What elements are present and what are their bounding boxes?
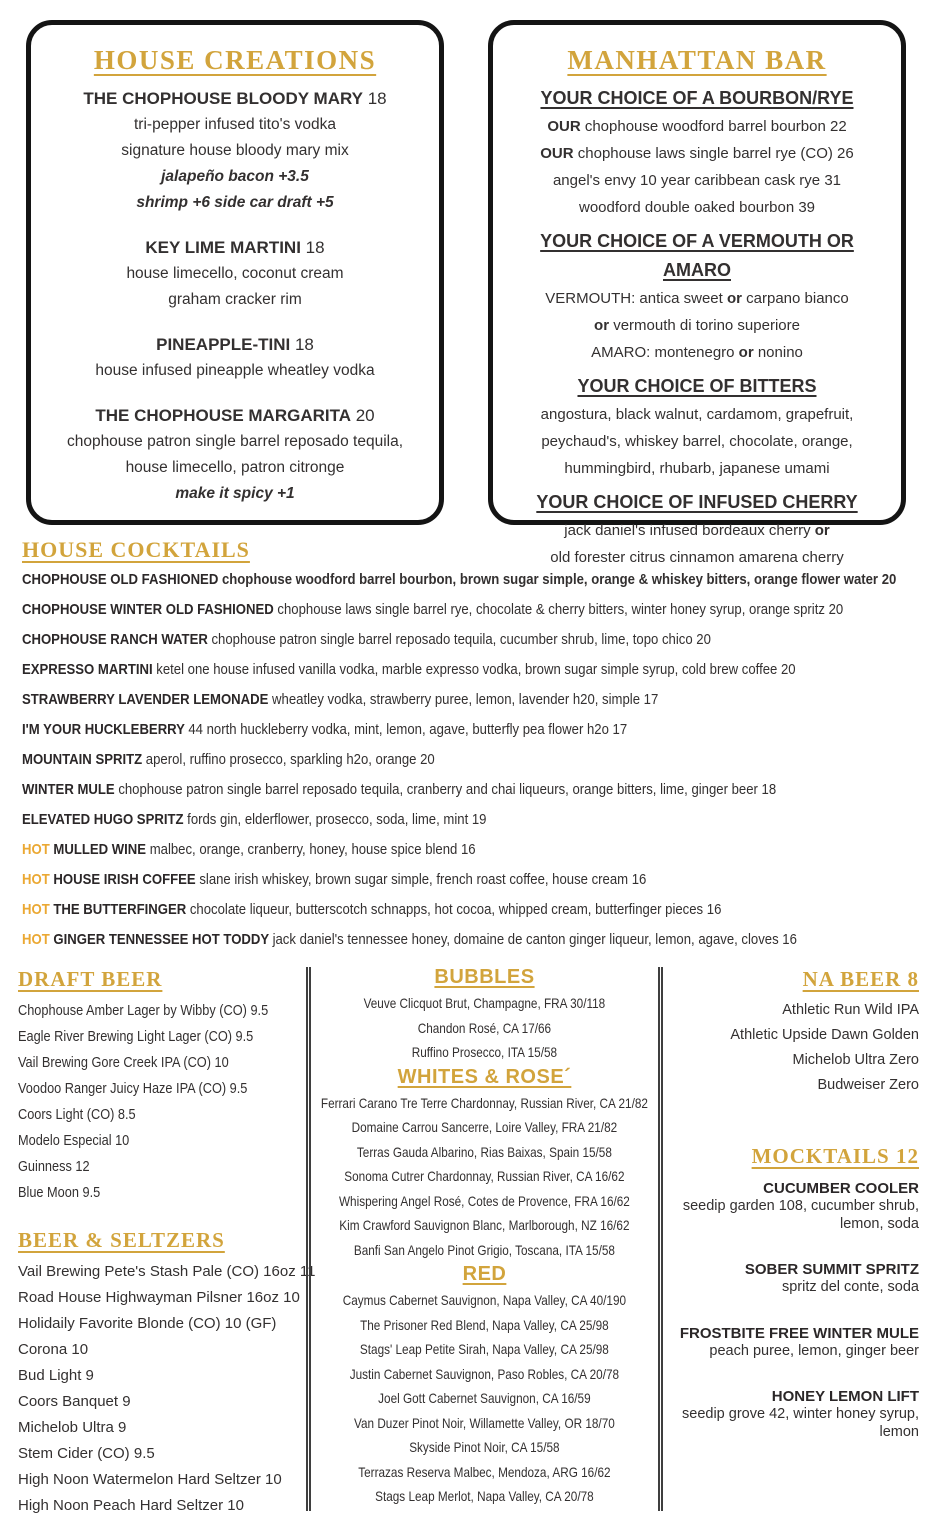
option-text: angel's envy 10 year caribbean cask rye 31	[552, 172, 842, 189]
item-name: PINEAPPLE-TINI	[156, 335, 291, 354]
item-description-line: house infused pineapple wheatley vodka	[95, 362, 375, 379]
red-list	[314, 1288, 656, 1509]
menu-item	[43, 403, 427, 507]
house-cocktails-title: HOUSE COCKTAILS	[22, 537, 250, 562]
cocktail-name: CHOPHOUSE RANCH WATER	[22, 632, 212, 648]
menu-item	[43, 235, 427, 313]
option-text: nonino	[753, 344, 803, 361]
red-wine-item: Justin Cabernet Sauvignon, Paso Robles, CA 20/78	[349, 1365, 620, 1382]
option-text: carpano bianco	[741, 290, 849, 307]
white-rose-wine-item: Ferrari Carano Tre Terre Chardonnay, Russian River, CA 21/82	[320, 1094, 649, 1111]
cocktail-description: 44 north huckleberry vodka, mint, lemon, agave, butterfly pea flower h2o 17	[188, 722, 628, 738]
bar-section	[505, 372, 889, 482]
bar-option-line	[505, 113, 889, 140]
item-price: 18	[290, 335, 314, 354]
whites-rose-title: WHITES & ROSE´	[397, 1065, 572, 1088]
red-wine-item: Skyside Pinot Noir, CA 15/58	[409, 1439, 560, 1455]
cocktail-description: chophouse woodford barrel bourbon, brown sugar simple, orange & whiskey bitters, orange flower water 20	[221, 572, 897, 588]
na-beer-item: Athletic Upside Dawn Golden	[730, 1027, 919, 1043]
draft-beer-item: Guinness 12	[18, 1158, 90, 1175]
hot-label: HOT	[22, 932, 54, 948]
white-rose-wine-item: Banfi San Angelo Pinot Grigio, Toscana, ITA 15/58	[353, 1241, 616, 1258]
item-price: 18	[300, 238, 325, 257]
bar-option-line	[505, 167, 889, 194]
bar-option-line	[505, 285, 889, 312]
mocktail-description: spritz del conte, soda	[781, 1279, 919, 1295]
bar-section	[505, 84, 889, 221]
cocktail-description: chophouse laws single barrel rye, chocolate & cherry bitters, winter honey syrup, orange spritz 20	[277, 602, 844, 618]
cocktail-line	[22, 745, 910, 775]
bubbles-title: BUBBLES	[434, 966, 535, 988]
mocktails-title: MOCKTAILS 12	[751, 1144, 919, 1168]
white-rose-wine-item: Terras Gauda Albarino, Rias Baixas, Spain 15/58	[357, 1143, 612, 1160]
item-description-line: graham cracker rim	[168, 291, 302, 308]
beer-seltzer-item: High Noon Watermelon Hard Seltzer 10	[18, 1471, 282, 1488]
option-text: AMARO: montenegro	[591, 344, 739, 361]
cocktail-line	[22, 685, 910, 715]
option-text: angostura, black walnut, cardamom, grapefruit,	[540, 406, 854, 423]
draft-beer-item: Coors Light (CO) 8.5	[18, 1106, 136, 1123]
mocktail-description: seedip grove 42, winter honey syrup, lemon	[682, 1406, 919, 1440]
emphasis-text: or	[738, 344, 754, 361]
cocktail-description: fords gin, elderflower, prosecco, soda, lime, mint 19	[187, 812, 487, 828]
draft-beer-item: Modelo Especial 10	[18, 1132, 130, 1149]
red-wine-item: The Prisoner Red Blend, Napa Valley, CA 25/98	[360, 1316, 609, 1333]
house-creations-items	[43, 86, 427, 507]
cocktail-line	[22, 925, 910, 955]
emphasis-text: OUR	[547, 118, 581, 135]
beer-seltzer-item: Coors Banquet 9	[18, 1393, 131, 1410]
bar-option-line	[505, 455, 889, 482]
cocktail-line	[22, 865, 910, 895]
mocktail-description: peach puree, lemon, ginger beer	[709, 1342, 919, 1359]
cocktail-description: chocolate liqueur, butterscotch schnapps, hot cocoa, whipped cream, butterfinger pieces 16	[189, 902, 722, 918]
house-creations-title: HOUSE CREATIONS	[93, 45, 377, 75]
beer-seltzers-title: BEER & SELTZERS	[18, 1228, 225, 1252]
bar-option-line	[505, 140, 889, 167]
red-wine-item: Stags' Leap Petite Sirah, Napa Valley, CA 25/98	[360, 1341, 609, 1357]
item-description-line: house limecello, coconut cream	[126, 265, 344, 282]
red-title: RED	[462, 1263, 507, 1285]
house-cocktails-section	[0, 537, 933, 955]
red-wine-item: Van Duzer Pinot Noir, Willamette Valley, OR 18/70	[354, 1414, 615, 1431]
beer-seltzer-item: High Noon Peach Hard Seltzer 10	[18, 1497, 244, 1514]
mocktail-item	[667, 1324, 919, 1361]
option-text: VERMOUTH: antica sweet	[545, 290, 727, 307]
bar-section-heading: YOUR CHOICE OF BITTERS	[577, 376, 817, 396]
bar-section-heading: YOUR CHOICE OF A VERMOUTH OR AMARO	[540, 231, 854, 280]
bar-option-line	[505, 517, 889, 544]
white-rose-wine-item: Whispering Angel Rosé, Cotes de Provence, FRA 16/62	[339, 1192, 630, 1209]
item-name-line	[43, 86, 427, 112]
wine-column	[311, 965, 658, 1525]
mocktail-name: HONEY LEMON LIFT	[771, 1388, 919, 1405]
na-beer-item: Michelob Ultra Zero	[792, 1052, 919, 1068]
red-wine-item: Joel Gott Cabernet Sauvignon, CA 16/59	[378, 1390, 591, 1406]
item-description-line: tri-pepper infused tito's vodka	[134, 116, 336, 133]
item-description-line: signature house bloody mary mix	[121, 142, 349, 159]
cocktail-name: MOUNTAIN SPRITZ	[22, 752, 146, 768]
manhattan-bar-box	[488, 20, 906, 566]
bubbles-wine-item: Ruffino Prosecco, ITA 15/58	[411, 1044, 558, 1060]
mocktail-item	[667, 1387, 919, 1441]
cocktail-line	[22, 895, 910, 925]
item-addon-line: make it spicy +1	[175, 485, 295, 502]
white-rose-wine-item: Sonoma Cutrer Chardonnay, Russian River, CA 16/62	[344, 1168, 625, 1184]
bar-section-heading: YOUR CHOICE OF A BOURBON/RYE	[540, 88, 854, 108]
beer-seltzer-item: Bud Light 9	[18, 1367, 94, 1384]
cocktail-name: WINTER MULE	[22, 782, 119, 798]
emphasis-text: or	[814, 522, 830, 539]
draft-beer-item: Eagle River Brewing Light Lager (CO) 9.5	[18, 1028, 254, 1045]
cocktail-line	[22, 655, 910, 685]
item-description-line: house limecello, patron citronge	[125, 459, 345, 476]
item-addon-line: jalapeño bacon +3.5	[161, 168, 309, 185]
red-wine-item: Terrazas Reserva Malbec, Mendoza, ARG 16/62	[358, 1463, 611, 1480]
cocktail-description: chophouse patron single barrel reposado tequila, cucumber shrub, lime, topo chico 20	[211, 632, 711, 648]
na-beer-title: NA BEER 8	[802, 967, 919, 991]
item-name: THE CHOPHOUSE MARGARITA	[95, 406, 351, 425]
option-text: peychaud's, whiskey barrel, chocolate, orange,	[541, 433, 853, 450]
mocktail-description: seedip garden 108, cucumber shrub, lemon, soda	[682, 1198, 919, 1232]
item-name-line	[43, 403, 427, 429]
na-beer-list	[667, 998, 919, 1098]
item-addon-line: shrimp +6 side car draft +5	[136, 194, 334, 211]
whites-rose-list	[314, 1091, 656, 1263]
beer-seltzer-item: Michelob Ultra 9	[18, 1419, 127, 1436]
cocktail-line	[22, 625, 910, 655]
beer-seltzer-item: Road House Highwayman Pilsner 16oz 10	[18, 1289, 300, 1306]
option-text: jack daniel's infused bordeaux cherry	[564, 522, 815, 539]
cocktail-line	[22, 565, 910, 595]
option-text: old forester citrus cinnamon amarena cherry	[550, 549, 844, 566]
mocktail-name: CUCUMBER COOLER	[763, 1180, 919, 1197]
white-rose-wine-item: Domaine Carrou Sancerre, Loire Valley, FRA 21/82	[351, 1119, 618, 1135]
hot-label: HOT	[22, 902, 54, 918]
cocktail-description: chophouse patron single barrel reposado tequila, cranberry and chai liqueurs, orange bitters, lime, ginger beer 18	[118, 782, 777, 798]
house-cocktails-list	[22, 565, 910, 955]
item-name-line	[43, 332, 427, 358]
bar-option-line	[505, 401, 889, 428]
cocktail-line	[22, 805, 910, 835]
option-text: chophouse woodford barrel bourbon 22	[580, 118, 847, 135]
emphasis-text: OUR	[540, 145, 574, 162]
red-wine-item: Stags Leap Merlot, Napa Valley, CA 20/78	[375, 1488, 594, 1504]
draft-beer-title: DRAFT BEER	[18, 967, 163, 991]
item-price: 20	[351, 406, 375, 425]
mocktail-name: FROSTBITE FREE WINTER MULE	[679, 1324, 919, 1342]
cocktail-line	[22, 835, 910, 865]
bubbles-wine-item: Veuve Clicquot Brut, Champagne, FRA 30/118	[363, 995, 606, 1011]
emphasis-text: or	[594, 317, 610, 334]
bar-section	[505, 227, 889, 366]
hot-label: HOT	[22, 872, 54, 888]
mocktail-item	[667, 1260, 919, 1297]
bottom-columns	[0, 965, 933, 1525]
bar-option-line	[505, 312, 889, 339]
cocktail-name: ELEVATED HUGO SPRITZ	[22, 812, 188, 828]
bar-section	[505, 488, 889, 571]
cocktail-description: slane irish whiskey, brown sugar simple, french roast coffee, house cream 16	[199, 872, 647, 888]
na-beer-item: Budweiser Zero	[817, 1077, 919, 1093]
mocktail-name: SOBER SUMMIT SPRITZ	[744, 1261, 919, 1278]
na-mocktails-column	[663, 965, 921, 1525]
item-name: THE CHOPHOUSE BLOODY MARY	[83, 89, 363, 108]
bar-section-heading: YOUR CHOICE OF INFUSED CHERRY	[536, 492, 858, 512]
bar-option-line	[505, 194, 889, 221]
draft-beer-list	[18, 998, 307, 1206]
hot-label: HOT	[22, 842, 54, 858]
cocktail-name: STRAWBERRY LAVENDER LEMONADE	[22, 692, 273, 708]
house-creations-box	[26, 20, 444, 525]
cocktail-name: THE BUTTERFINGER	[53, 902, 190, 918]
cocktail-line	[22, 595, 910, 625]
beer-column	[18, 965, 316, 1525]
cocktail-name: CHOPHOUSE OLD FASHIONED	[22, 572, 222, 588]
na-beer-item: Athletic Run Wild IPA	[782, 1002, 919, 1018]
manhattan-bar-sections	[505, 84, 889, 571]
option-text: vermouth di torino superiore	[609, 317, 800, 334]
cocktail-name: HOUSE IRISH COFFEE	[53, 872, 200, 888]
cocktail-line	[22, 715, 910, 745]
option-text: woodford double oaked bourbon 39	[578, 199, 816, 216]
emphasis-text: or	[726, 290, 742, 307]
draft-beer-item: Voodoo Ranger Juicy Haze IPA (CO) 9.5	[18, 1080, 248, 1097]
item-description-line: chophouse patron single barrel reposado tequila,	[66, 433, 404, 450]
bar-option-line	[505, 428, 889, 455]
menu-item	[43, 86, 427, 216]
cocktail-name: CHOPHOUSE WINTER OLD FASHIONED	[22, 602, 278, 618]
bar-option-line	[505, 339, 889, 366]
cocktail-name: GINGER TENNESSEE HOT TODDY	[53, 932, 273, 948]
beer-seltzer-item: Vail Brewing Pete's Stash Pale (CO) 16oz 11	[18, 1263, 316, 1280]
option-text: hummingbird, rhubarb, japanese umami	[564, 460, 830, 477]
cocktail-description: aperol, ruffino prosecco, sparkling h2o, orange 20	[145, 752, 435, 768]
cocktail-name: I'M YOUR HUCKLEBERRY	[22, 722, 189, 738]
menu-item	[43, 332, 427, 384]
option-text: chophouse laws single barrel rye (CO) 26	[573, 145, 854, 162]
item-name: KEY LIME MARTINI	[145, 238, 301, 257]
item-price: 18	[362, 89, 387, 108]
draft-beer-item: Blue Moon 9.5	[18, 1184, 101, 1201]
cocktail-name: EXPRESSO MARTINI	[22, 662, 157, 678]
mocktail-item	[667, 1179, 919, 1233]
cocktail-name: MULLED WINE	[53, 842, 150, 858]
bubbles-list	[314, 991, 656, 1065]
red-wine-item: Caymus Cabernet Sauvignon, Napa Valley, CA 40/190	[342, 1292, 627, 1308]
beer-seltzer-item: Stem Cider (CO) 9.5	[18, 1445, 155, 1462]
beer-seltzer-item: Corona 10	[18, 1341, 89, 1358]
draft-beer-item: Vail Brewing Gore Creek IPA (CO) 10	[18, 1054, 229, 1071]
beer-seltzer-item: Holidaily Favorite Blonde (CO) 10 (GF)	[18, 1315, 277, 1332]
cocktail-description: wheatley vodka, strawberry puree, lemon, lavender h20, simple 17	[272, 692, 659, 708]
draft-beer-item: Chophouse Amber Lager by Wibby (CO) 9.5	[18, 1002, 269, 1019]
cocktail-description: malbec, orange, cranberry, honey, house spice blend 16	[149, 842, 476, 858]
bubbles-wine-item: Chandon Rosé, CA 17/66	[417, 1019, 552, 1036]
beer-seltzers-list	[18, 1259, 316, 1519]
item-name-line	[43, 235, 427, 261]
white-rose-wine-item: Kim Crawford Sauvignon Blanc, Marlborough, NZ 16/62	[339, 1217, 630, 1233]
manhattan-bar-title: MANHATTAN BAR	[567, 45, 827, 75]
cocktail-line	[22, 775, 910, 805]
cocktail-description: ketel one house infused vanilla vodka, marble expresso vodka, brown sugar simple syrup, cold brew coffee 20	[156, 662, 796, 678]
cocktail-description: jack daniel's tennessee honey, domaine de canton ginger liqueur, lemon, agave, cloves 16	[272, 932, 797, 948]
mocktails-list	[667, 1179, 919, 1441]
